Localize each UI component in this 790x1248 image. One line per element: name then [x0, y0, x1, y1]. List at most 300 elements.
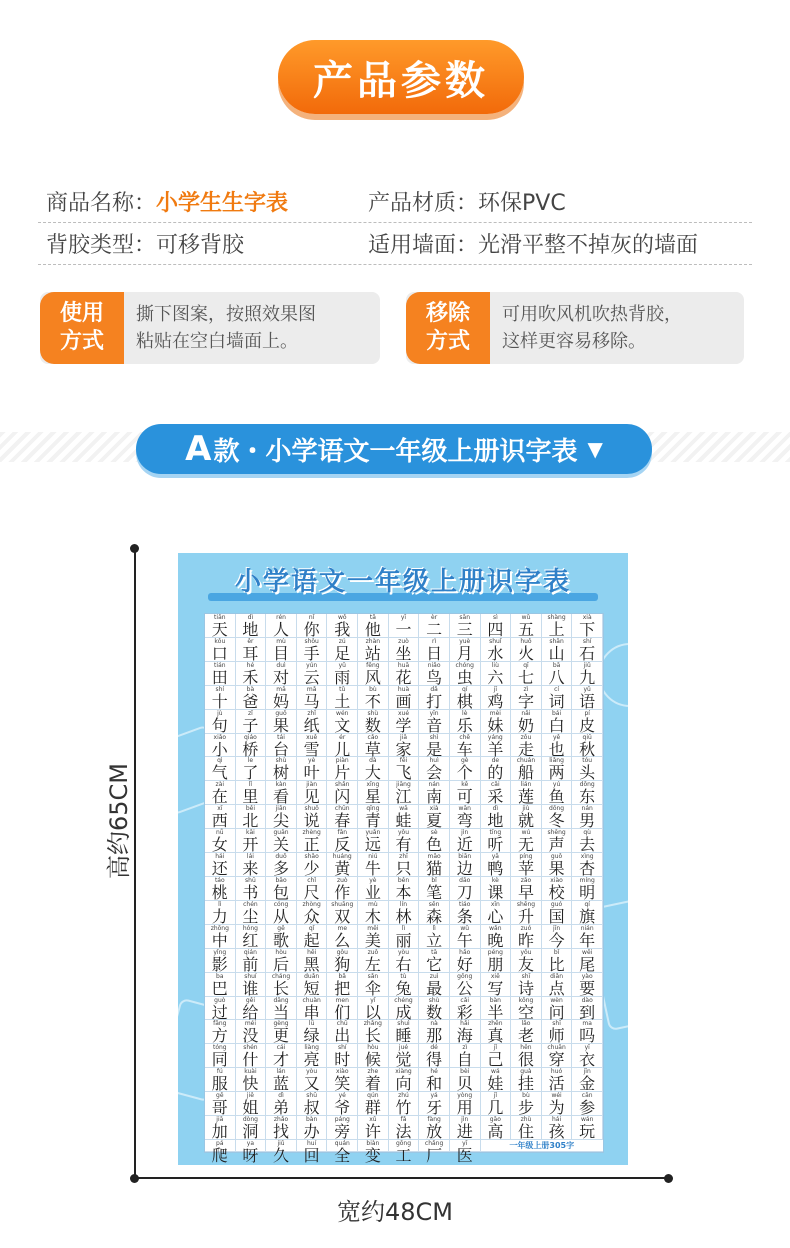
hanzi: 青: [364, 811, 381, 831]
hanzi: 法: [395, 1122, 412, 1142]
pinyin: pá: [216, 1139, 224, 1147]
hanzi: 年: [579, 930, 596, 950]
char-cell: [358, 614, 389, 638]
hanzi: 洞: [242, 1122, 259, 1142]
pinyin: yè: [369, 876, 377, 884]
pinyin: tái: [277, 733, 285, 741]
pinyin: qiū: [582, 733, 592, 741]
char-cell: [327, 805, 358, 829]
pinyin: zài: [215, 781, 225, 789]
pinyin: zhú: [398, 1092, 409, 1100]
hanzi: 北: [242, 811, 259, 831]
hanzi: 风: [364, 667, 381, 687]
pinyin: lǜ: [308, 1020, 315, 1028]
pinyin: dì: [247, 614, 254, 621]
char-cell: [266, 1092, 297, 1116]
pinyin: pí: [584, 709, 590, 717]
char-cell: [205, 901, 236, 925]
hanzi: 反: [334, 835, 351, 855]
char-cell: [481, 997, 512, 1021]
pinyin: táo: [214, 876, 225, 884]
char-cell: [450, 686, 481, 710]
pinyin: xìng: [580, 853, 594, 861]
char-cell: [297, 901, 328, 925]
pinyin: zhēn: [488, 1020, 503, 1028]
char-cell: [236, 973, 267, 997]
dimension-dot: [130, 544, 139, 553]
hanzi: 成: [395, 1002, 412, 1022]
hanzi: 句: [211, 715, 228, 735]
pinyin: me: [337, 924, 348, 932]
hanzi: 中: [211, 930, 228, 950]
pinyin: shén: [243, 1044, 258, 1052]
char-cell: [542, 757, 573, 781]
pinyin: yǔ: [583, 685, 591, 693]
hanzi: 是: [426, 739, 443, 759]
hanzi: 音: [426, 715, 443, 735]
char-cell: [419, 1068, 450, 1092]
pinyin: qiáo: [244, 733, 257, 741]
hanzi: 美: [364, 930, 381, 950]
char-cell: [389, 638, 420, 662]
pinyin: zhǎng: [363, 1020, 382, 1028]
char-cell: [481, 686, 512, 710]
pinyin: wǒ: [337, 614, 347, 621]
char-cell: [542, 949, 573, 973]
hanzi: 白: [548, 715, 565, 735]
char-cell: [358, 1092, 389, 1116]
char-cell: [511, 734, 542, 758]
hanzi: 那: [426, 1026, 443, 1046]
hanzi: 课: [487, 882, 504, 902]
char-cell: [205, 997, 236, 1021]
hanzi: 贝: [456, 1074, 473, 1094]
hanzi: 晚: [487, 930, 504, 950]
page-title: 产品参数: [278, 40, 524, 114]
pinyin: bà: [246, 685, 255, 693]
pinyin: lì: [432, 924, 436, 932]
pinyin: piàn: [335, 757, 349, 765]
hanzi: 笑: [334, 1074, 351, 1094]
pinyin: jǐ: [493, 1092, 497, 1100]
pinyin: fàng: [427, 1116, 441, 1124]
char-cell: [511, 638, 542, 662]
hanzi: 不: [364, 691, 381, 711]
pinyin: xǔ: [369, 1116, 377, 1124]
char-cell: [205, 829, 236, 853]
pinyin: xuě: [306, 733, 318, 741]
hanzi: 目: [273, 643, 290, 663]
removal-text: 可用吹风机吹热背胶， 这样更容易移除。: [502, 304, 682, 352]
hanzi: 快: [242, 1074, 259, 1094]
char-cell: [450, 829, 481, 853]
char-cell: [266, 710, 297, 734]
char-cell: [266, 805, 297, 829]
pinyin: bàn: [306, 1116, 318, 1124]
hanzi: 以: [364, 1002, 381, 1022]
char-cell: [358, 710, 389, 734]
pinyin: jiàn: [306, 781, 318, 789]
hanzi: 双: [334, 906, 351, 926]
section-text: 款・小学语文一年级上册识字表: [213, 436, 578, 467]
pinyin: mù: [368, 900, 378, 908]
hanzi: 果: [548, 859, 565, 879]
hanzi: 江: [395, 787, 412, 807]
char-cell: [419, 877, 450, 901]
char-cell: [266, 949, 297, 973]
pinyin: shuāng: [331, 900, 354, 908]
char-cell: [297, 781, 328, 805]
dimension-dot: [664, 1174, 673, 1183]
hanzi: 高: [487, 1122, 504, 1142]
pinyin: nà: [430, 1020, 438, 1028]
char-cell: [419, 710, 450, 734]
hanzi: 睡: [395, 1026, 412, 1046]
char-cell: [542, 829, 573, 853]
char-cell: [450, 781, 481, 805]
char-cell: [542, 1116, 573, 1140]
hanzi: 只: [395, 859, 412, 879]
pinyin: dǎ: [430, 685, 438, 693]
pinyin: yáng: [487, 733, 503, 741]
hanzi: 就: [517, 811, 534, 831]
character-grid: [204, 613, 604, 1165]
hanzi: 口: [211, 643, 228, 663]
hanzi: 冬: [548, 811, 565, 831]
pinyin: tù: [400, 972, 407, 980]
hanzi: 采: [487, 787, 504, 807]
hanzi: 串: [303, 1002, 320, 1022]
hanzi: 呀: [242, 1145, 259, 1165]
hanzi: 弯: [456, 811, 473, 831]
pinyin: shǒu: [304, 637, 319, 645]
pinyin: yā: [491, 853, 499, 861]
char-cell: [450, 1139, 481, 1165]
char-cell: [511, 877, 542, 901]
pinyin: bàn: [489, 996, 501, 1004]
char-cell: [358, 1139, 389, 1165]
char-cell: [419, 1139, 450, 1165]
hanzi: 花: [395, 667, 412, 687]
char-cell: [297, 1116, 328, 1140]
char-cell: [511, 614, 542, 638]
hanzi: 禾: [242, 667, 259, 687]
hanzi: 又: [303, 1074, 320, 1094]
char-cell: [205, 805, 236, 829]
pinyin: qù: [583, 829, 591, 837]
pinyin: tīng: [489, 829, 502, 837]
hanzi: 写: [487, 978, 504, 998]
pinyin: zú: [338, 637, 346, 645]
char-cell: [572, 901, 603, 925]
hanzi: 乐: [456, 715, 473, 735]
hanzi: 学: [395, 715, 412, 735]
char-cell: [511, 949, 542, 973]
hanzi: 步: [517, 1098, 534, 1118]
pinyin: yòu: [397, 948, 409, 956]
hanzi: 二: [426, 620, 443, 639]
char-cell: [236, 1116, 267, 1140]
char-cell: [450, 1044, 481, 1068]
char-cell: [236, 686, 267, 710]
pinyin: shuì: [397, 1020, 410, 1028]
pinyin: dì: [492, 805, 499, 813]
hanzi: 加: [211, 1122, 228, 1142]
pinyin: zhèng: [302, 829, 321, 837]
pinyin: tā: [369, 614, 376, 621]
hanzi: 蓝: [273, 1074, 290, 1094]
hanzi: 出: [334, 1026, 351, 1046]
hanzi: 明: [579, 882, 596, 902]
char-cell: [572, 781, 603, 805]
pinyin: jīn: [553, 924, 561, 932]
char-cell: [450, 997, 481, 1021]
char-cell: [481, 638, 512, 662]
char-cell: [572, 1092, 603, 1116]
pinyin: dì: [278, 1092, 284, 1100]
pinyin: chén: [243, 900, 258, 908]
char-cell: [481, 853, 512, 877]
hanzi: 数: [364, 715, 381, 735]
hanzi: 空: [517, 1002, 534, 1022]
pinyin: shì: [429, 733, 439, 741]
hanzi: 你: [303, 620, 320, 639]
pinyin: chǐ: [307, 876, 317, 884]
hanzi: 叶: [303, 763, 320, 783]
hanzi: 自: [456, 1050, 473, 1070]
hanzi: 今: [548, 930, 565, 950]
pinyin: běi: [245, 805, 255, 813]
char-cell: [450, 853, 481, 877]
hanzi: 东: [579, 787, 596, 807]
char-cell: [542, 686, 573, 710]
pinyin: hěn: [520, 1044, 532, 1052]
hanzi: 牛: [364, 859, 381, 879]
hanzi: 候: [364, 1050, 381, 1070]
char-cell: [389, 877, 420, 901]
char-cell: [266, 901, 297, 925]
pinyin: quán: [334, 1139, 350, 1147]
char-cell: [481, 1068, 512, 1092]
hanzi: 方: [211, 1026, 228, 1046]
hanzi: 午: [456, 930, 473, 950]
hanzi: 奶: [517, 715, 534, 735]
pinyin: gōng: [395, 1139, 412, 1147]
hanzi: 片: [334, 763, 351, 783]
pinyin: yī: [462, 1139, 468, 1147]
char-cell: [481, 757, 512, 781]
hanzi: 们: [334, 1002, 351, 1022]
pinyin: jiǔ: [277, 1139, 285, 1147]
hanzi: 果: [273, 715, 290, 735]
hanzi: 本: [395, 882, 412, 902]
hanzi: 升: [517, 906, 534, 926]
pinyin: zuì: [429, 972, 439, 980]
pinyin: tóng: [212, 1044, 227, 1052]
char-cell: [297, 997, 328, 1021]
pinyin: zuò: [398, 637, 409, 645]
char-cell: [358, 949, 389, 973]
pinyin: lái: [246, 853, 254, 861]
char-cell: [266, 757, 297, 781]
char-cell: [389, 1139, 420, 1165]
char-cell: [236, 781, 267, 805]
pinyin: wá: [491, 1068, 500, 1076]
char-cell: [419, 901, 450, 925]
hanzi: 作: [334, 882, 351, 902]
pinyin: jiě: [246, 1092, 254, 1100]
char-cell: [572, 925, 603, 949]
hanzi: 黄: [334, 859, 351, 879]
char-cell: [358, 925, 389, 949]
pinyin: kuài: [244, 1068, 257, 1076]
char-cell: [297, 662, 328, 686]
char-cell: [327, 973, 358, 997]
pinyin: yòng: [457, 1092, 473, 1100]
char-cell: [511, 1116, 542, 1140]
hanzi: 旁: [334, 1122, 351, 1142]
pinyin: jiā: [399, 733, 407, 741]
pinyin: nán: [428, 781, 440, 789]
pinyin: cháng: [271, 972, 291, 980]
char-cell: [419, 1044, 450, 1068]
pinyin: wān: [458, 805, 471, 813]
spec-label: 背胶类型：: [46, 233, 157, 258]
hanzi: 尖: [273, 811, 290, 831]
pinyin: lǎo: [521, 1020, 531, 1028]
hanzi: 男: [579, 811, 596, 831]
hanzi: 也: [548, 739, 565, 759]
hanzi: 雪: [303, 739, 320, 759]
hanzi: 左: [364, 954, 381, 974]
char-cell: [511, 1020, 542, 1044]
hanzi: 我: [334, 620, 351, 639]
pinyin: xué: [397, 709, 410, 717]
char-cell: [297, 1139, 328, 1165]
height-dimension-line: [134, 548, 136, 1178]
char-cell: [297, 877, 328, 901]
hanzi: 星: [364, 787, 381, 807]
spec-row: [38, 222, 752, 265]
char-cell: [205, 1092, 236, 1116]
hanzi: 弟: [273, 1098, 290, 1118]
hanzi: 朋: [487, 954, 504, 974]
char-cell: [419, 829, 450, 853]
pinyin: shù: [275, 757, 287, 765]
char-cell: [358, 638, 389, 662]
pinyin: wán: [580, 1116, 594, 1124]
hanzi: 穿: [548, 1050, 565, 1070]
hanzi: 台: [273, 739, 290, 759]
pinyin: huáng: [332, 853, 352, 861]
char-cell: [236, 1044, 267, 1068]
pinyin: jìn: [461, 829, 469, 837]
char-cell: [327, 781, 358, 805]
char-cell: [572, 662, 603, 686]
char-cell: [327, 734, 358, 758]
pinyin: shī: [521, 972, 531, 980]
pinyin: lè: [462, 709, 468, 717]
hanzi: 伞: [364, 978, 381, 998]
pinyin: kōng: [518, 996, 534, 1004]
pinyin: yuǎn: [365, 829, 381, 837]
char-cell: [205, 710, 236, 734]
char-cell: [481, 710, 512, 734]
pinyin: shuō: [304, 805, 319, 813]
hanzi: 厂: [426, 1145, 443, 1165]
char-cell: [511, 853, 542, 877]
hanzi: 对: [273, 667, 290, 687]
hanzi: 草: [364, 739, 381, 759]
pinyin: zì: [523, 685, 529, 693]
char-cell: [297, 734, 328, 758]
pinyin: fāng: [213, 1020, 227, 1028]
char-cell: [481, 973, 512, 997]
char-cell: [327, 757, 358, 781]
pinyin: kǒu: [214, 637, 226, 645]
char-cell: [205, 781, 236, 805]
char-cell: [389, 1068, 420, 1092]
hanzi: 己: [487, 1050, 504, 1070]
hanzi: 昨: [517, 930, 534, 950]
pinyin: duǎn: [304, 972, 320, 980]
pinyin: rì: [432, 637, 437, 645]
pinyin: fǎn: [337, 829, 348, 837]
hanzi: 小: [211, 739, 228, 759]
pinyin: shī: [552, 1020, 561, 1028]
pinyin: ěr: [247, 637, 254, 645]
char-cell: [327, 853, 358, 877]
hanzi: 叔: [303, 1098, 320, 1118]
char-cell: [542, 781, 573, 805]
hanzi: 当: [273, 1002, 290, 1022]
char-cell: [327, 710, 358, 734]
hanzi: 一: [395, 620, 412, 639]
hanzi: 天: [211, 620, 228, 639]
pinyin: niú: [368, 853, 378, 861]
spec-label: 产品材质：: [368, 191, 479, 216]
removal-method-box: [406, 292, 744, 364]
hanzi: 工: [395, 1145, 412, 1165]
hanzi: 字: [517, 691, 534, 711]
char-cell: [236, 949, 267, 973]
pinyin: kě: [461, 781, 469, 789]
pinyin: zì: [462, 1044, 468, 1052]
hanzi: 哥: [211, 1098, 228, 1118]
hanzi: 鸭: [487, 859, 504, 879]
hanzi: 没: [242, 1026, 259, 1046]
char-cell: [450, 734, 481, 758]
char-cell: [389, 686, 420, 710]
char-cell: [236, 853, 267, 877]
pinyin: huó: [550, 1068, 563, 1076]
pinyin: zǎo: [520, 876, 532, 884]
hanzi: 去: [579, 835, 596, 855]
char-cell: [572, 710, 603, 734]
pinyin: dà: [369, 757, 377, 765]
hanzi: 船: [517, 763, 534, 783]
hanzi: 近: [456, 835, 473, 855]
pinyin: sǎn: [367, 972, 379, 980]
hanzi: 业: [364, 882, 381, 902]
char-cell: [297, 614, 328, 638]
pinyin: men: [335, 996, 349, 1004]
pinyin: wén: [336, 709, 349, 717]
pinyin: duō: [275, 853, 287, 861]
pinyin: gǒu: [336, 948, 348, 956]
hanzi: 木: [364, 906, 381, 926]
char-cell: [205, 1020, 236, 1044]
